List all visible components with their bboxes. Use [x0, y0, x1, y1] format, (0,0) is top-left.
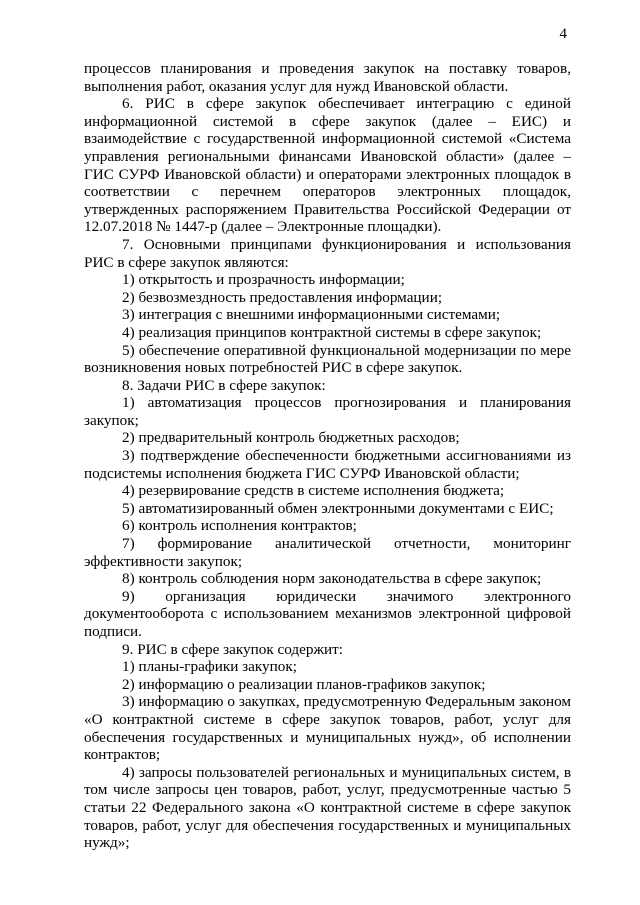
paragraph: 5) автоматизированный обмен электронными документами с ЕИС;: [122, 499, 554, 517]
paragraph: 7. Основными принципами функционирования и использования РИС в сфере закупок являются:: [84, 235, 571, 271]
paragraph: 2) информацию о реализации планов-графиков закупок;: [122, 675, 486, 693]
paragraph: 1) открытость и прозрачность информации;: [122, 271, 405, 289]
paragraph: 5) обеспечение оперативной функциональной модернизации по мере возникновения новых потребностей РИС в сфере закупок.: [84, 341, 571, 377]
paragraph: 1) автоматизация процессов прогнозирования и планирования закупок;: [84, 394, 571, 429]
paragraph: 7) формирование аналитической отчетности, мониторинг эффективности закупок;: [84, 535, 571, 570]
paragraph: 4) резервирование средств в системе исполнения бюджета;: [122, 482, 505, 500]
page-number: 4: [559, 26, 567, 42]
paragraph: 2) безвозмездность предоставления информации;: [122, 288, 443, 306]
paragraph: 3) интеграция с внешними информационными системами;: [122, 306, 501, 324]
paragraph: 1) планы-графики закупок;: [122, 658, 297, 676]
paragraph: 8) контроль соблюдения норм законодательства в сфере закупок;: [122, 570, 542, 588]
paragraph: 6. РИС в сфере закупок обеспечивает интеграцию с единой информационной системой в сфере закупок (далее – ЕИС) и взаимодействие с государственной информационной системой «Система управления региональными финансами Ивановской области» (далее – ГИС СУРФ Ивановской области) и операторами электронных площадок в соответствии с перечнем операторов электронных площадок, утвержденных распоряжением Правительства Российской Федерации от 12.07.2018 № 1447-р (далее – Электронные площадки).: [84, 95, 571, 236]
paragraph: 4) запросы пользователей региональных и муниципальных систем, в том числе запросы цен товаров, работ, услуг, предусмотренные частью 5 статьи 22 Федерального закона «О контрактной системе в сфере закупок товаров, работ, услуг для обеспечения государственных и муниципальных нужд»;: [84, 763, 571, 852]
document-body: [84, 60, 571, 852]
paragraph: 3) подтверждение обеспеченности бюджетными ассигнованиями из подсистемы исполнения бюджета ГИС СУРФ Ивановской области;: [84, 447, 571, 482]
paragraph: 8. Задачи РИС в сфере закупок:: [122, 376, 326, 394]
paragraph: 3) информацию о закупках, предусмотренную Федеральным законом «О контрактной системе в сфере закупок товаров, работ, услуг для обеспечения государственных и муниципальных нужд», об исполнении контрактов;: [84, 693, 571, 764]
paragraph: процессов планирования и проведения закупок на поставку товаров, выполнения работ, оказания услуг для нужд Ивановской области.: [84, 60, 571, 95]
paragraph: 4) реализация принципов контрактной системы в сфере закупок;: [122, 323, 542, 341]
paragraph: 2) предварительный контроль бюджетных расходов;: [122, 429, 460, 447]
paragraph: 9) организация юридически значимого электронного документооборота с использованием механизмов электронной цифровой подписи.: [84, 587, 571, 640]
paragraph: 6) контроль исполнения контрактов;: [122, 517, 357, 535]
paragraph: 9. РИС в сфере закупок содержит:: [122, 640, 343, 658]
